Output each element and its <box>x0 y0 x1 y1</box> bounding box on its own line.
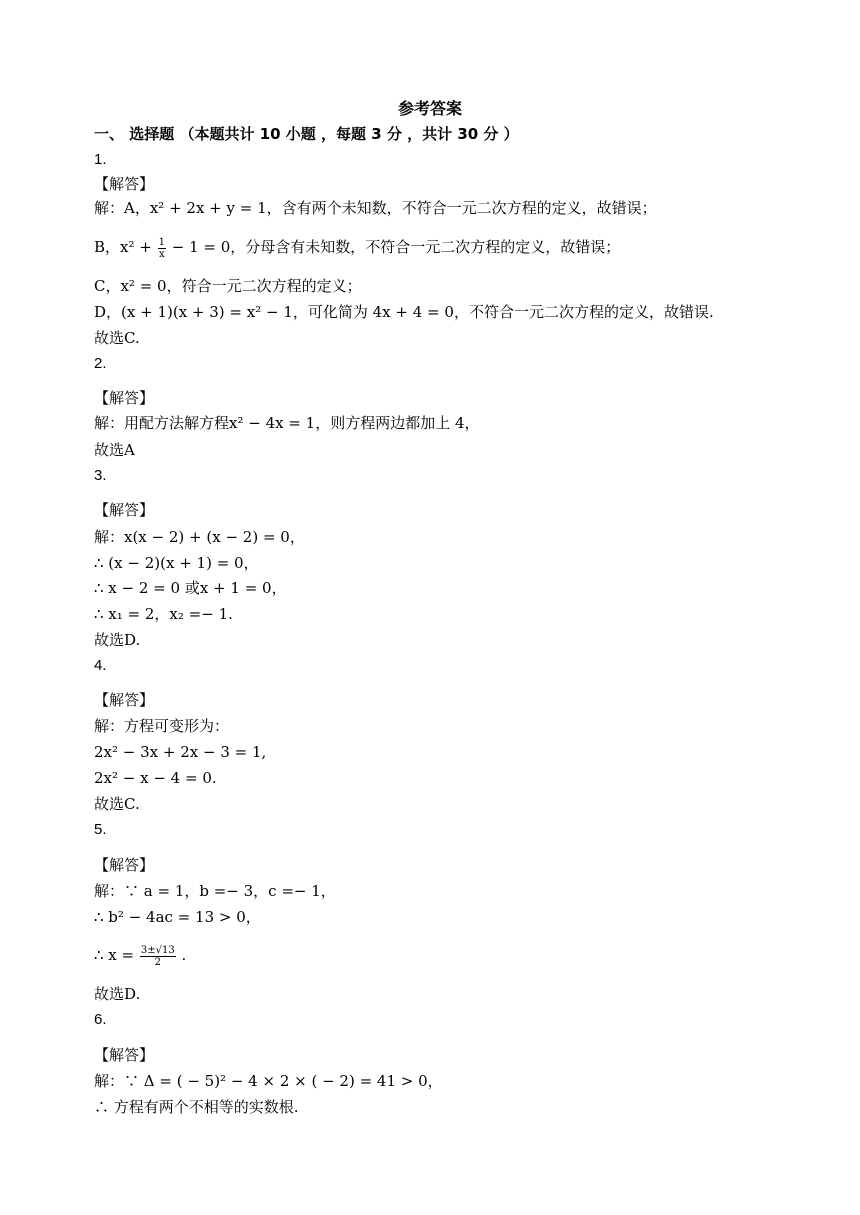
answer-2-line-1: 解：用配方法解方程x² − 4x = 1，则方程两边都加上 4， <box>94 414 480 432</box>
fraction-one-over-x <box>158 237 166 260</box>
question-number-3: 3. <box>94 467 107 484</box>
answer-1-choice: 故选C. <box>94 329 140 347</box>
answer-tag-2: 【解答】 <box>94 389 155 407</box>
answer-6-line-1: 解：∵ Δ = ( − 5)² − 4 × 2 × ( − 2) = 41 > 0， <box>94 1072 443 1090</box>
answer-1-line-2 <box>94 234 820 260</box>
answer-5-choice: 故选D. <box>94 985 141 1003</box>
answer-2-choice: 故选A <box>94 441 135 459</box>
fraction-denominator: x <box>158 248 165 260</box>
section-heading: 一、 选择题 （本题共计 10 小题 ，每题 3 分 ，共计 30 分 ） <box>94 125 519 143</box>
page-title: 参考答案 <box>397 99 462 118</box>
answer-6-line-2: ∴ 方程有两个不相等的实数根. <box>94 1098 299 1116</box>
answer-3-choice: 故选D. <box>94 631 141 649</box>
answer-tag-4: 【解答】 <box>94 691 155 709</box>
answer-4-line-2: 2x² − 3x + 2x − 3 = 1, <box>94 743 267 761</box>
answer-1-line-3: C，x² = 0，符合一元二次方程的定义； <box>94 277 362 295</box>
answer-4-choice: 故选C. <box>94 795 140 813</box>
answer-5-line-2: ∴ b² − 4ac = 13 > 0， <box>94 908 261 926</box>
question-number-6: 6. <box>94 1011 107 1028</box>
answer-tag-5: 【解答】 <box>94 856 155 874</box>
question-number-5: 5. <box>94 821 107 838</box>
answer-3-line-3: ∴ x − 2 = 0 或x + 1 = 0， <box>94 579 287 597</box>
answer-5-line-3-start: ∴ x = <box>94 946 135 964</box>
answer-3-line-1: 解：x(x − 2) + (x − 2) = 0， <box>94 528 305 546</box>
question-number-1: 1. <box>94 151 107 168</box>
quadratic-formula-fraction <box>140 945 176 968</box>
answer-3-line-4: ∴ x₁ = 2，x₂ =− 1. <box>94 605 233 623</box>
answer-5-line-3 <box>94 942 820 968</box>
fraction-numerator: 3±√13 <box>140 944 175 956</box>
answer-1-line-4: D，(x + 1)(x + 3) = x² − 1，可化简为 4x + 4 = 0，不符合一元二次方程的定义，故错误. <box>94 303 714 321</box>
answer-1-line-2-start: B，x² + <box>94 238 152 256</box>
answer-5-line-1: 解：∵ a = 1，b =− 3，c =− 1， <box>94 882 336 900</box>
answer-1-line-1: 解：A，x² + 2x + y = 1，含有两个未知数，不符合一元二次方程的定义，故错误； <box>94 199 657 217</box>
answer-4-line-3: 2x² − x − 4 = 0. <box>94 769 217 787</box>
answer-tag-1: 【解答】 <box>94 175 155 193</box>
fraction-denominator: 2 <box>154 956 161 968</box>
answer-4-line-1: 解：方程可变形为： <box>94 717 230 735</box>
question-number-4: 4. <box>94 657 107 674</box>
answer-1-line-2-end: − 1 = 0，分母含有未知数，不符合一元二次方程的定义，故错误； <box>171 238 621 256</box>
fraction-numerator: 1 <box>158 236 165 248</box>
answer-5-line-3-end: . <box>181 946 187 964</box>
answer-tag-3: 【解答】 <box>94 501 155 519</box>
answer-3-line-2: ∴ (x − 2)(x + 1) = 0， <box>94 554 259 572</box>
question-number-2: 2. <box>94 355 107 372</box>
answer-tag-6: 【解答】 <box>94 1046 155 1064</box>
